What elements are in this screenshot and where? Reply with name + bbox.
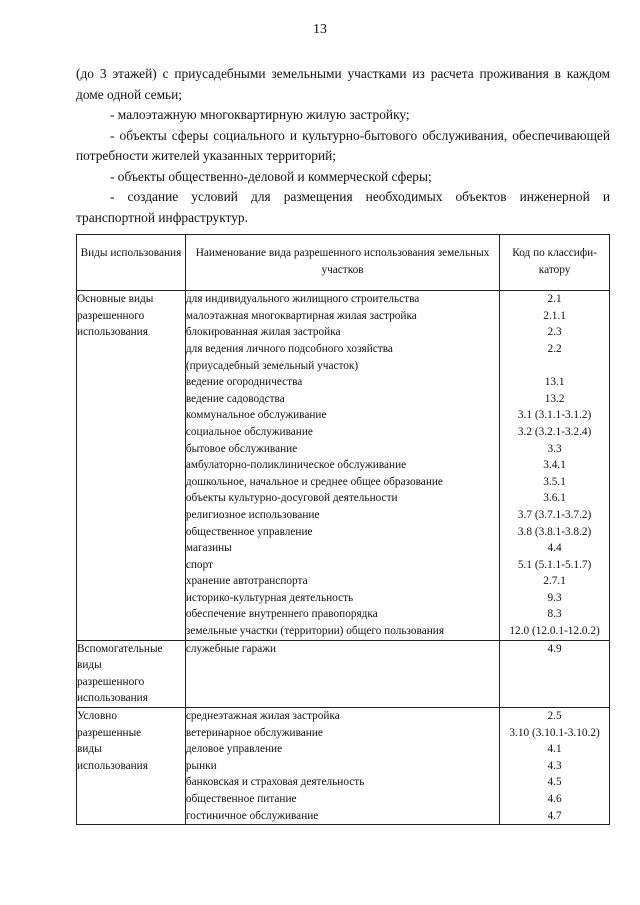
land-use-table — [76, 234, 610, 825]
use-kind-cell — [77, 640, 186, 707]
use-name: служебные гаражи — [185, 642, 277, 655]
use-name: общественное питание — [185, 793, 297, 805]
header-name: Наименование вида разрешенного использования земельных участков — [185, 235, 499, 291]
intro-bullet: - малоэтажную многоквартирную жилую застройку; — [110, 107, 410, 122]
use-kind-line: использования — [77, 326, 148, 339]
use-code: 2.1.1 — [543, 309, 566, 322]
use-name: для индивидуального жилищного строительства — [185, 293, 420, 306]
use-name: коммунальное обслуживание — [185, 409, 327, 422]
use-kind-line: виды — [77, 659, 102, 672]
use-name: спорт — [185, 558, 214, 571]
table-body — [77, 291, 610, 825]
use-code: 13.2 — [544, 392, 565, 405]
use-code: 4.7 — [547, 809, 562, 822]
use-code: 3.8 (3.8.1-3.8.2) — [517, 525, 592, 538]
use-code: 4.9 — [547, 642, 562, 655]
use-kind-line: разрешенного — [77, 309, 145, 322]
use-kind-line: использования — [77, 692, 148, 705]
table-group-row — [77, 708, 610, 825]
use-names-cell — [185, 291, 499, 640]
use-code: 4.3 — [547, 759, 562, 772]
use-code: 3.6.1 — [543, 492, 566, 505]
page-number: 13 — [313, 22, 327, 37]
use-codes-cell — [500, 708, 610, 825]
use-code: 8.3 — [547, 608, 562, 621]
header-kind: Виды использования — [77, 235, 186, 291]
use-name: амбулаторно-поликлиническое обслуживание — [185, 459, 407, 472]
intro-bullet: - объекты сферы социального и культурно-бытового обслуживания, обеспечивающей потребности жителей указанных территорий; — [76, 127, 610, 163]
use-name: гостиничное обслуживание — [185, 809, 319, 822]
use-code: 5.1 (5.1.1-5.1.7) — [517, 558, 592, 571]
use-name-continuation: (приусадебный земельный участок) — [185, 359, 359, 372]
use-kind-line: использования — [77, 759, 148, 772]
use-name: историко-культурная деятельность — [185, 591, 354, 604]
use-code: 12.0 (12.0.1-12.0.2) — [509, 625, 600, 638]
table-header-row — [77, 235, 610, 291]
use-kind-line: разрешенные — [77, 726, 142, 739]
use-codes-cell — [500, 291, 610, 640]
intro-text — [76, 64, 610, 228]
use-name: деловое управление — [185, 743, 283, 756]
use-code: 4.6 — [547, 793, 562, 805]
intro-bullet: - объекты общественно-деловой и коммерческой сферы; — [110, 168, 432, 184]
use-name: блокированная жилая застройка — [185, 326, 341, 339]
use-name: рынки — [185, 759, 217, 772]
use-kind-line: Основные виды — [77, 293, 154, 306]
use-names-cell — [185, 708, 499, 825]
use-code: 2.3 — [547, 326, 562, 339]
use-name: для ведения личного подсобного хозяйства — [185, 342, 393, 355]
use-name: банковская и страховая деятельность — [185, 776, 365, 789]
use-name: малоэтажная многоквартирная жилая застройка — [185, 309, 417, 322]
use-code: 4.4 — [547, 542, 562, 555]
use-kind-line: Вспомогательные — [77, 642, 163, 655]
use-name: магазины — [185, 542, 232, 555]
use-code: 2.2 — [547, 342, 562, 355]
use-kind-line: разрешенного — [77, 675, 145, 688]
use-code: 3.10 (3.10.1-3.10.2) — [509, 726, 600, 739]
use-kind-cell — [77, 291, 186, 640]
use-name: религиозное использование — [185, 508, 320, 521]
use-code: 9.3 — [547, 591, 562, 604]
use-code: 3.4.1 — [543, 459, 566, 472]
use-code: 2.7.1 — [543, 575, 566, 588]
use-name: ведение садоводства — [185, 392, 285, 405]
use-name: среднеэтажная жилая застройка — [185, 710, 340, 723]
use-name: бытовое обслуживание — [185, 442, 298, 455]
use-code: 4.5 — [547, 776, 562, 789]
intro-paragraph: (до 3 этажей) с приусадебными земельными участками из расчета проживания в каждом доме одной семьи; — [76, 66, 610, 102]
use-name: социальное обслуживание — [185, 425, 313, 438]
use-name: общественное управление — [185, 525, 313, 538]
intro-bullet: - создание условий для размещения необходимых объектов инженерной и транспортной инфраструктур. — [76, 189, 610, 225]
use-name: объекты культурно-досуговой деятельности — [185, 492, 398, 505]
use-code: 3.3 — [547, 442, 562, 455]
use-code: 3.5.1 — [543, 475, 566, 488]
use-kind-cell — [77, 708, 186, 825]
use-name: обеспечение внутреннего правопорядка — [185, 608, 378, 621]
use-code: 2.5 — [547, 710, 562, 723]
use-name: ветеринарное обслуживание — [185, 726, 323, 739]
use-name: дошкольное, начальное и среднее общее образование — [185, 475, 443, 488]
code-spacer — [500, 358, 609, 375]
table-group-row — [77, 291, 610, 640]
use-kind-line: Условно — [77, 710, 117, 723]
use-code: 4.1 — [547, 743, 562, 756]
use-code: 3.2 (3.2.1-3.2.4) — [517, 425, 592, 438]
header-code: Код по классифи-катору — [500, 235, 610, 291]
use-name: хранение автотранспорта — [185, 575, 308, 588]
use-code: 3.7 (3.7.1-3.7.2) — [517, 508, 592, 521]
use-names-cell — [185, 640, 499, 707]
use-kind-line: виды — [77, 743, 102, 756]
use-code: 3.1 (3.1.1-3.1.2) — [517, 409, 592, 422]
use-name: ведение огородничества — [185, 376, 303, 389]
use-codes-cell — [500, 640, 610, 707]
use-code: 13.1 — [544, 376, 565, 389]
use-code: 2.1 — [547, 293, 562, 306]
table-group-row — [77, 640, 610, 707]
use-name: земельные участки (территории) общего пользования — [185, 625, 445, 638]
